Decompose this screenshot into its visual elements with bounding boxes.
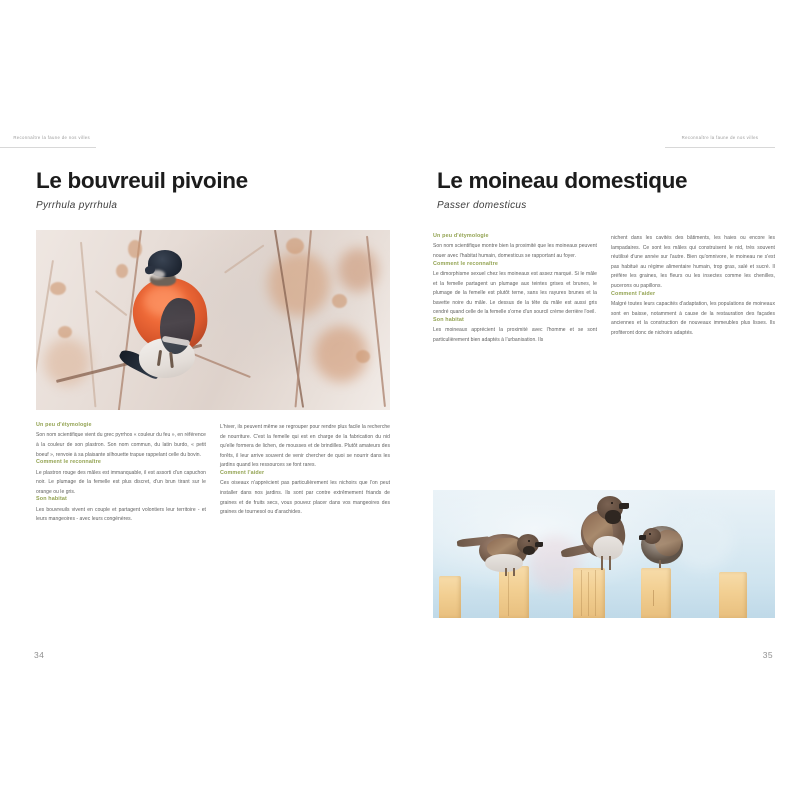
post-grain <box>588 572 589 616</box>
section <box>433 234 597 262</box>
running-head-left: Reconnaître la faune de nos villes <box>0 130 96 148</box>
text-columns-left <box>36 423 390 525</box>
wooden-post <box>439 576 461 618</box>
post-grain <box>595 570 596 616</box>
sparrow-center <box>561 494 641 572</box>
section-heading: Un peu d'étymologie <box>433 233 489 239</box>
bud <box>50 282 66 295</box>
section-body: Son nom scientifique montre bien la proximité que les moineaux peuvent nouer avec l'habitat humain, domesticus se rapportant au foyer. <box>433 243 597 260</box>
bird-bib <box>605 510 621 524</box>
section <box>220 471 390 518</box>
section-heading: Comment le reconnaître <box>36 459 102 466</box>
section-heading: Comment l'aider <box>611 290 656 297</box>
page-left <box>0 130 400 670</box>
section-body: Le plastron rouge des mâles est immanquable, il est assorti d'un capuchon noir. Le plumage de la femelle est plus discret, d'un brun tirant sur le orange ou le gris. <box>36 469 206 495</box>
page-subtitle-right: Passer domesticus <box>437 200 527 211</box>
bullfinch-bird <box>114 246 224 406</box>
bird-eye <box>611 502 613 504</box>
wooden-post <box>573 568 605 618</box>
page-subtitle-left: Pyrrhula pyrrhula <box>36 200 118 211</box>
section <box>36 423 206 460</box>
section-heading: Son habitat <box>36 496 67 503</box>
section <box>433 318 597 346</box>
page-right <box>400 130 800 670</box>
bird-leg <box>505 568 507 576</box>
bird-bib <box>523 546 535 555</box>
wooden-post <box>719 572 747 618</box>
bird-beak <box>619 503 629 509</box>
section-heading: Comment le reconnaître <box>433 260 499 267</box>
text-columns-right <box>433 234 775 346</box>
post-grain <box>581 570 582 616</box>
bud <box>58 326 72 338</box>
running-head-right: Reconnaître la faune de nos villes <box>665 130 775 148</box>
column-2 <box>611 234 775 346</box>
bird-leg <box>659 560 661 568</box>
bird-beak <box>639 535 646 540</box>
bird-belly <box>485 554 523 572</box>
section-heading: Comment l'aider <box>220 469 265 476</box>
page-title-right: Le moineau domestique <box>437 168 688 193</box>
section-body: nichent dans les cavités des bâtiments, les haies ou encore les lampadaires. Ce sont les mâles qui construisent le nid, très souvent réutilisé d'une année sur l'autre. Bien qu'omnivore, le moineau ne s'est pas habitué au régime alimentaire humain, trop gras, salé et sucré. Il préfère les graines, les fleurs ou les insectes comme les chenilles, pucerons ou papillons. <box>611 235 775 289</box>
column-1 <box>36 423 206 525</box>
bird-leg <box>609 556 611 570</box>
sparrows-photo <box>433 490 775 618</box>
bud <box>332 294 347 308</box>
bird-eye <box>528 540 530 542</box>
section-body: Malgré toutes leurs capacités d'adaptation, les populations de moineaux sont en baisse, notamment à cause de la restauration des façades anciennes et la construction de nouveaux immeubles plus lisses. Ils profiteront donc de nichoirs adaptés. <box>611 301 775 336</box>
sparrow-right <box>639 524 685 572</box>
section <box>220 423 390 471</box>
page-number-left: 34 <box>34 650 45 660</box>
section <box>433 262 597 318</box>
page-number-right: 35 <box>762 650 773 660</box>
section-heading: Un peu d'étymologie <box>36 422 92 428</box>
bud <box>356 350 370 363</box>
section-body: Ces oiseaux n'apprécient pas particulièrement les nichoirs que l'on peut installer dans nos jardins. Ils sont par contre extrêmement friands de graines et de fruits secs, vous pouvez placer dans vos mangeoires des graines de tournesol ou d'arachides. <box>220 480 390 516</box>
bud <box>286 238 304 254</box>
bullfinch-photo <box>36 230 390 410</box>
column-1 <box>433 234 597 346</box>
bird-beak <box>535 542 543 547</box>
section-body: L'hiver, ils peuvent même se regrouper pour rendre plus facile la recherche de nourriture. C'est la femelle qui est en charge de la fabrication du nid qu'elle formera de lichen, de mousses et de brindilles. Plutôt amateurs des forêts, il leur arrive souvent de venir chercher de quoi se nourrir dans les jardins quand les ressources se font rares. <box>220 424 390 469</box>
section-body: Le dimorphisme sexuel chez les moineaux est assez marqué. Si le mâle et la femelle partagent un plumage aux teintes grises et brunes, le plumage de la femelle est plutôt terne, sans les rayures brunes et la bavette noire du mâle. Le dessus de la tête du mâle est aussi gris cendré quand celle de la femelle s'orne d'un sourcil crème derrière l'oeil. <box>433 271 597 316</box>
bird-leg <box>601 556 603 570</box>
section-body: Les moineaux apprécient la proximité avec l'homme et se sont particulièrement bien adaptés à l'urbanisation. Ils <box>433 327 597 344</box>
page-title-left: Le bouvreuil pivoine <box>36 168 248 193</box>
bird-eye <box>649 533 651 535</box>
bird-leg <box>513 568 515 576</box>
bird-belly <box>593 536 623 560</box>
section-heading: Son habitat <box>433 317 464 324</box>
section <box>611 292 775 339</box>
section <box>36 497 206 525</box>
wooden-post <box>641 568 671 618</box>
post-grain <box>653 590 654 606</box>
section-body: Son nom scientifique vient du grec pyrrhos « couleur du feu », en référence à la couleur de son plastron. Son nom commun, du latin burdo, « petit boeuf », renvoie à sa plaisante silhouette trapue rappelant celle du bovin. <box>36 432 206 458</box>
sparrow-left <box>457 530 547 580</box>
column-2 <box>220 423 390 525</box>
section <box>36 460 206 497</box>
background-blur-blob <box>268 252 330 316</box>
section-body: Les bouvreuils vivent en couple et partagent volontiers leur territoire - et leurs mangeoires - avec leurs congénères. <box>36 506 206 523</box>
section <box>611 234 775 292</box>
